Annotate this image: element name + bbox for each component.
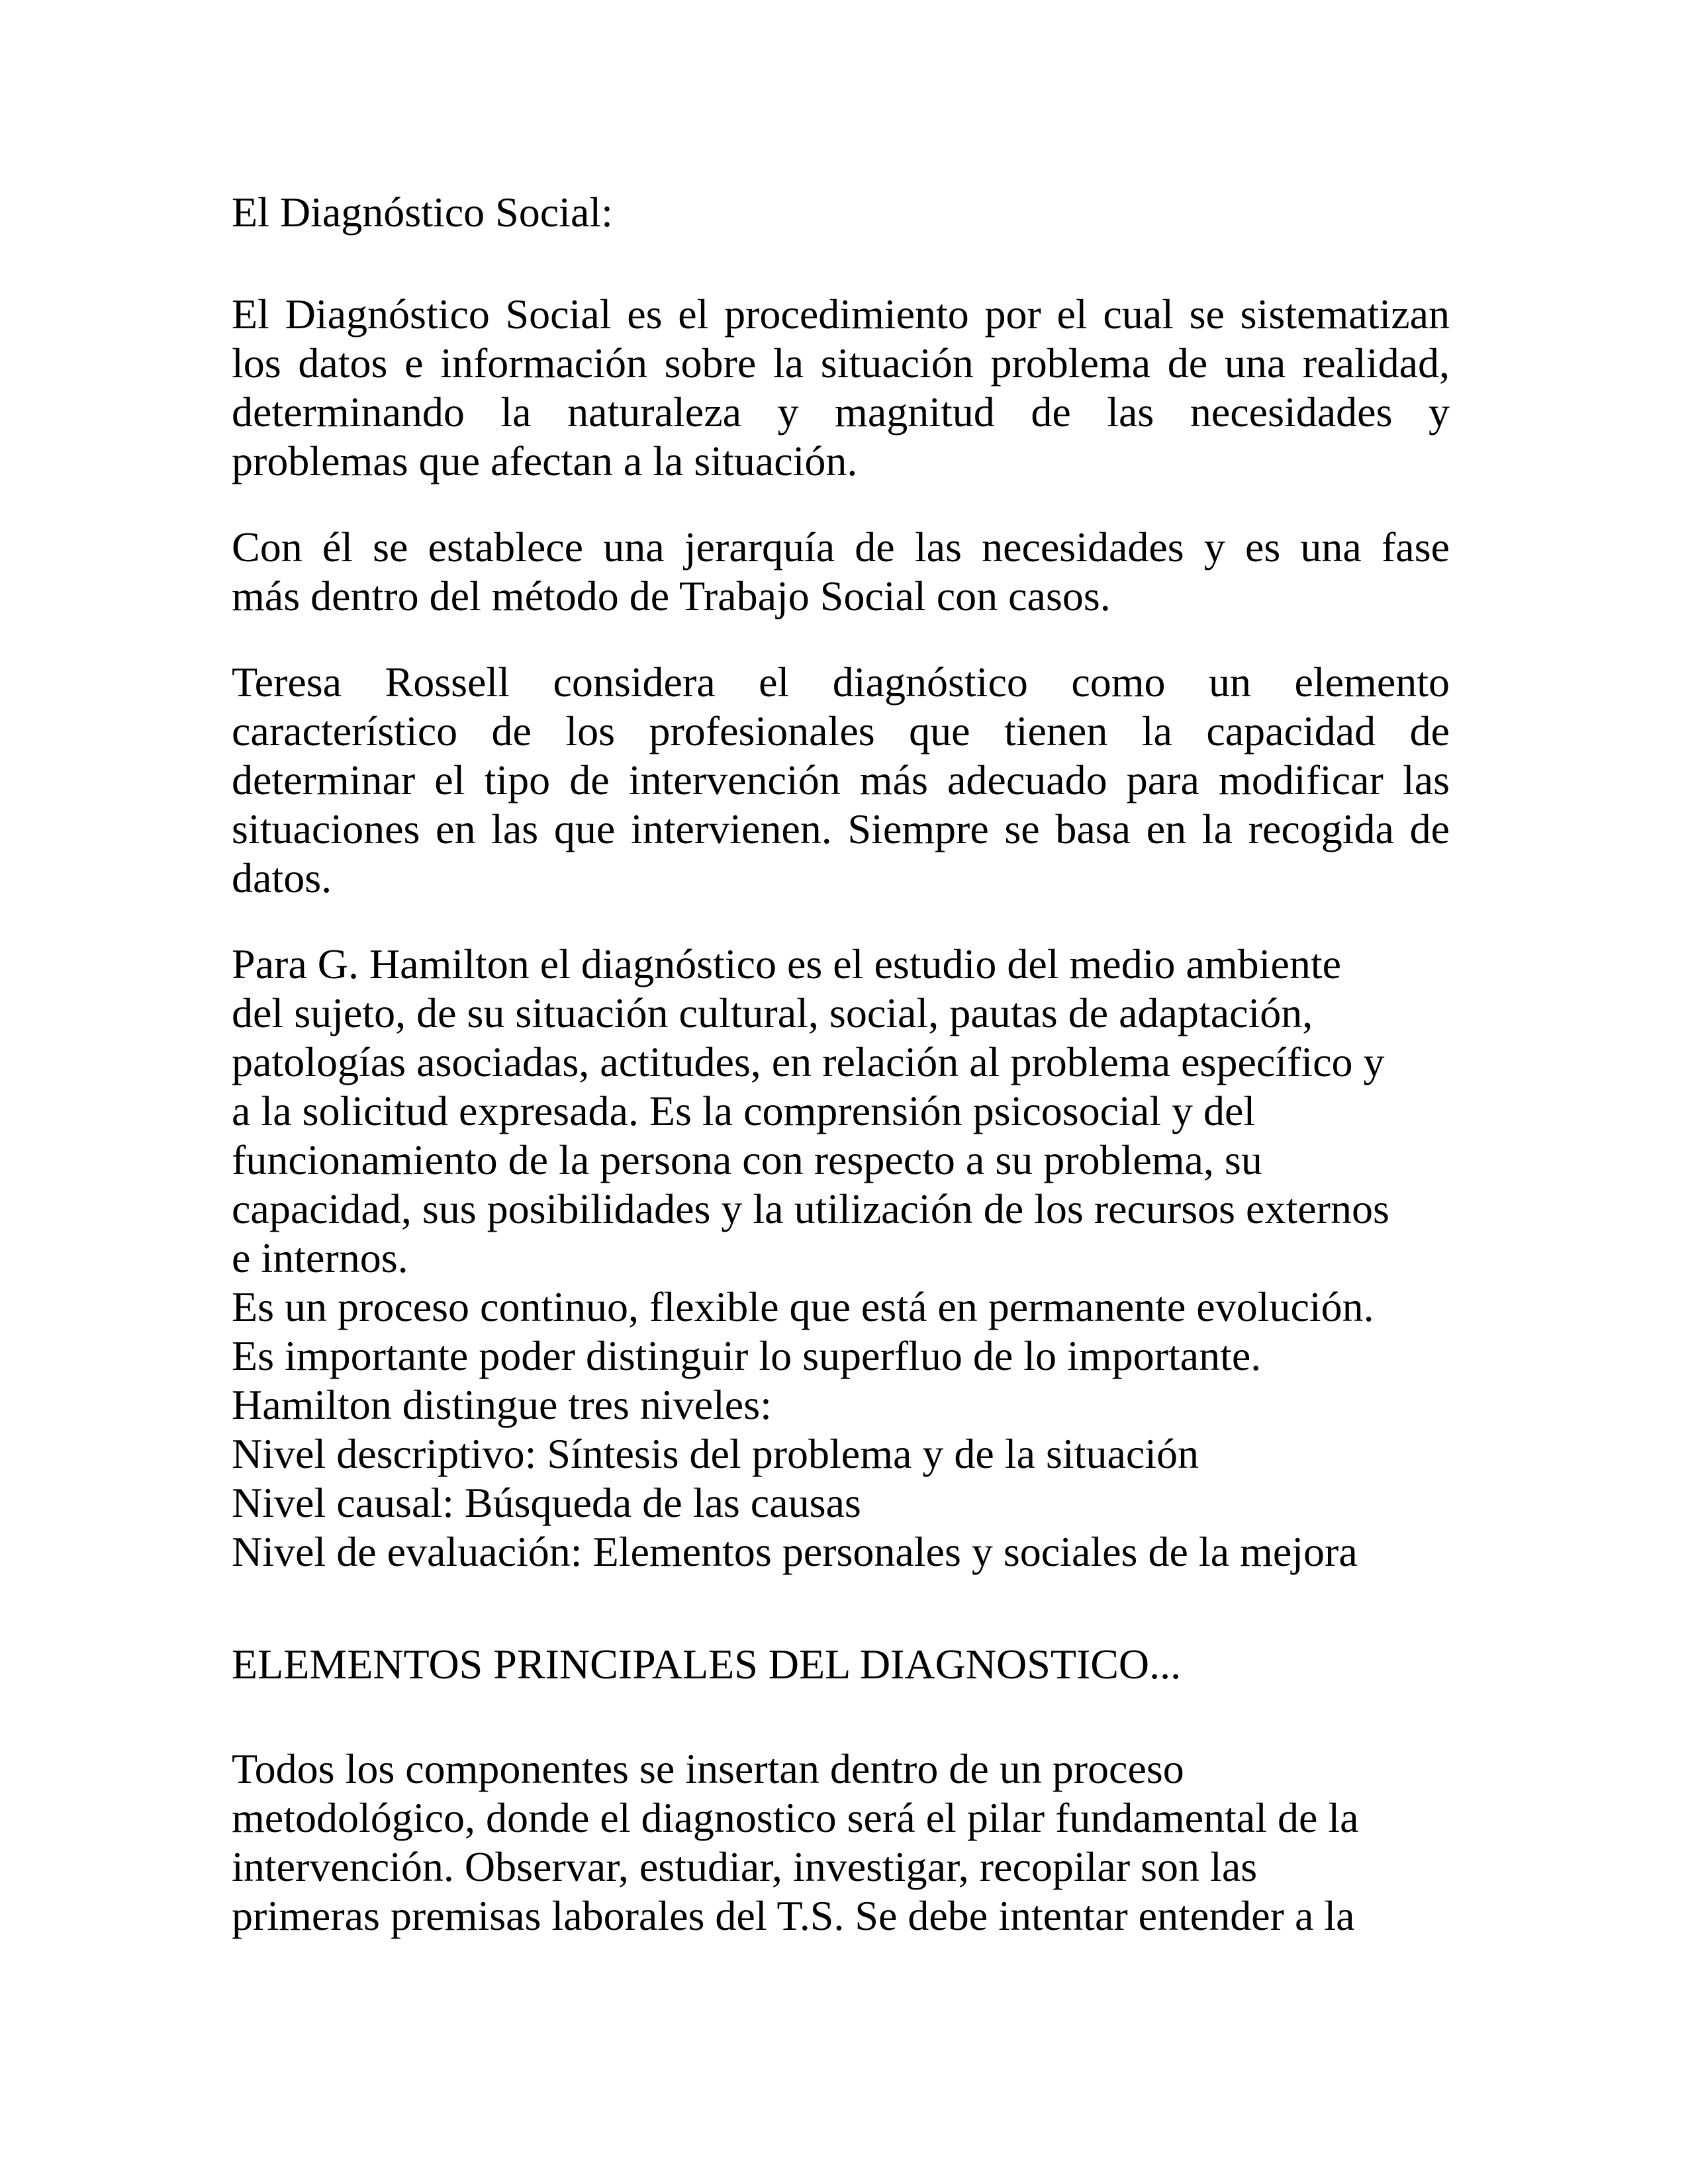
text-line: característico de los profesionales que tienen la capacidad de	[232, 707, 1450, 754]
text-line: e internos.	[232, 1234, 408, 1281]
text-line: intervención. Observar, estudiar, investigar, recopilar son las	[232, 1843, 1258, 1890]
text-line: Teresa Rossell considera el diagnóstico como un elemento	[232, 659, 1450, 705]
text-line: problemas que afectan a la situación.	[232, 437, 858, 484]
text-line: funcionamiento de la persona con respecto a su problema, su	[232, 1136, 1262, 1183]
text-line: ELEMENTOS PRINCIPALES DEL DIAGNOSTICO...	[232, 1641, 1182, 1688]
text-line: patologías asociadas, actitudes, en relación al problema específico y	[232, 1038, 1385, 1085]
text-line: Nivel descriptivo: Síntesis del problema y de la situación	[232, 1430, 1199, 1477]
text-line: datos.	[232, 854, 332, 901]
text-line: determinando la naturaleza y magnitud de las necesidades y	[232, 388, 1450, 435]
text-line: Con él se establece una jerarquía de las necesidades y es una fase	[232, 523, 1450, 570]
paragraph-hamilton	[232, 940, 1450, 1576]
text-line: del sujeto, de su situación cultural, social, pautas de adaptación,	[232, 989, 1313, 1036]
text-line: Nivel causal: Búsqueda de las causas	[232, 1479, 861, 1526]
text-line: metodológico, donde el diagnostico será el pilar fundamental de la	[232, 1794, 1359, 1841]
text-line: Todos los componentes se insertan dentro de un proceso	[232, 1745, 1184, 1792]
text-line: determinar el tipo de intervención más adecuado para modificar las	[232, 756, 1450, 803]
text-line: situaciones en las que intervienen. Siempre se basa en la recogida de	[232, 805, 1450, 852]
text-line: más dentro del método de Trabajo Social con casos.	[232, 572, 1111, 619]
text-line: primeras premisas laborales del T.S. Se debe intentar entender a la	[232, 1892, 1355, 1939]
text-line: los datos e información sobre la situación problema de una realidad,	[232, 340, 1450, 387]
paragraph-jerarquia	[232, 523, 1450, 621]
document-page	[232, 188, 1450, 1978]
paragraph-teresa-rossell	[232, 658, 1450, 903]
text-line: a la solicitud expresada. Es la comprensión psicosocial y del	[232, 1087, 1256, 1134]
text-line: capacidad, sus posibilidades y la utilización de los recursos externos	[232, 1185, 1389, 1232]
text-line: El Diagnóstico Social es el procedimiento por el cual se sistematizan	[232, 291, 1450, 338]
text-line: Para G. Hamilton el diagnóstico es el estudio del medio ambiente	[232, 940, 1342, 987]
text-line: Es importante poder distinguir lo superfluo de lo importante.	[232, 1332, 1262, 1379]
section-heading-elementos	[232, 1640, 1450, 1689]
text-line: Es un proceso continuo, flexible que está en permanente evolución.	[232, 1283, 1374, 1330]
text-line: Hamilton distingue tres niveles:	[232, 1381, 772, 1428]
document-title	[232, 188, 1450, 237]
paragraph-definition	[232, 290, 1450, 486]
text-line: El Diagnóstico Social:	[232, 189, 613, 236]
text-line: Nivel de evaluación: Elementos personales y sociales de la mejora	[232, 1528, 1358, 1575]
paragraph-componentes	[232, 1745, 1450, 1940]
